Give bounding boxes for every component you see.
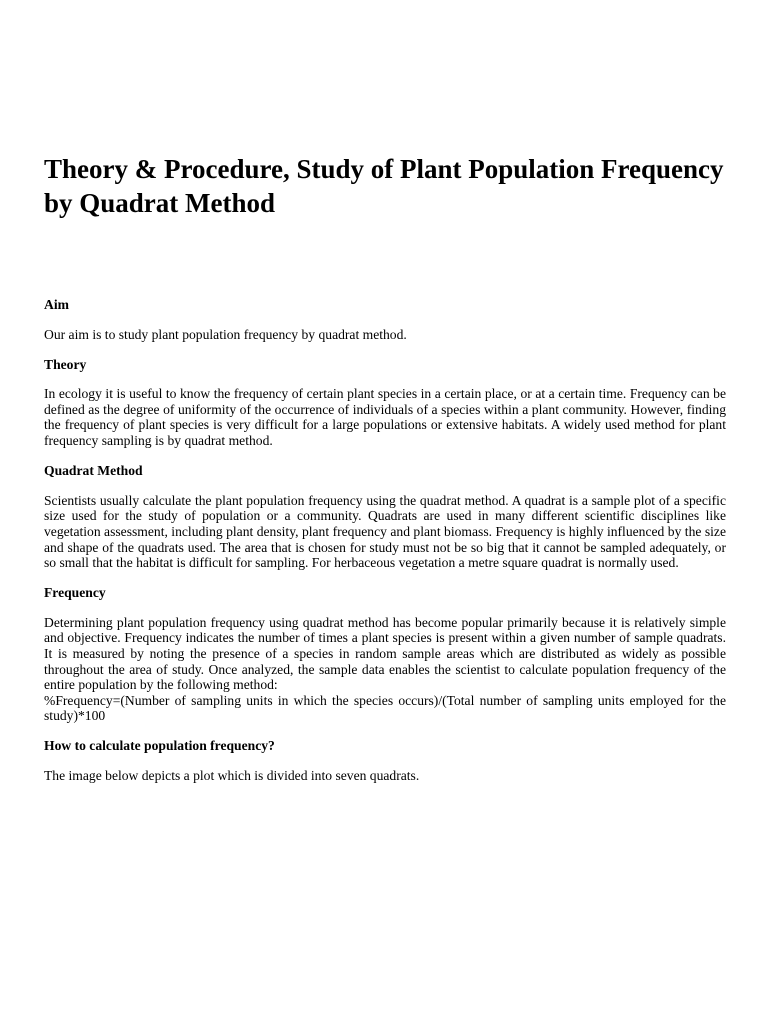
frequency-text: Determining plant population frequency using quadrat method has become popular primarily because it is relatively simple and objective. Frequency indicates the number of times a plant species is present within a given number of sample quadrats. It is measured by noting the presence of a species in random sample areas which are distributed as widely as possible throughout the area of study. Once analyzed, the sample data enables the scientist to calculate population frequency of the entire population by the following method: [44, 614, 726, 693]
quadrat-method-paragraph: Scientists usually calculate the plant population frequency using the quadrat method. A quadrat is a sample plot of a specific size used for the study of population or a community. Quadrats are used in many different scientific disciplines like vegetation assessment, including plant density, plant frequency and plant biomass. Frequency is highly influenced by the size and shape of the quadrats used. The area that is chosen for study must not be so big that it cannot be sampled adequately, or so small that the habitat is difficult for sampling. For herbaceous vegetation a metre square quadrat is normally used. [44, 492, 726, 571]
document-body [44, 297, 726, 798]
page-title: Theory & Procedure, Study of Plant Population Frequency by Quadrat Method [44, 154, 724, 218]
quadrat-method-heading: Quadrat Method [44, 463, 143, 479]
theory-paragraph: In ecology it is useful to know the frequency of certain plant species in a certain place, or at a certain time. Frequency can be defined as the degree of uniformity of the occurrence of individuals of a species within a plant community. However, finding the frequency of plant species is very difficult for a large populations or extensive habitats. A widely used method for plant frequency sampling is by quadrat method. [44, 386, 726, 449]
frequency-formula: %Frequency=(Number of sampling units in which the species occurs)/(Total number of sampling units employed for the study)*100 [44, 692, 726, 724]
aim-heading: Aim [44, 297, 69, 312]
theory-heading: Theory [44, 356, 87, 372]
how-to-heading: How to calculate population frequency? [44, 738, 275, 754]
frequency-paragraph [44, 615, 726, 724]
frequency-heading: Frequency [44, 585, 106, 601]
how-to-paragraph: The image below depicts a plot which is divided into seven quadrats. [44, 768, 420, 784]
aim-paragraph: Our aim is to study plant population frequency by quadrat method. [44, 326, 407, 342]
